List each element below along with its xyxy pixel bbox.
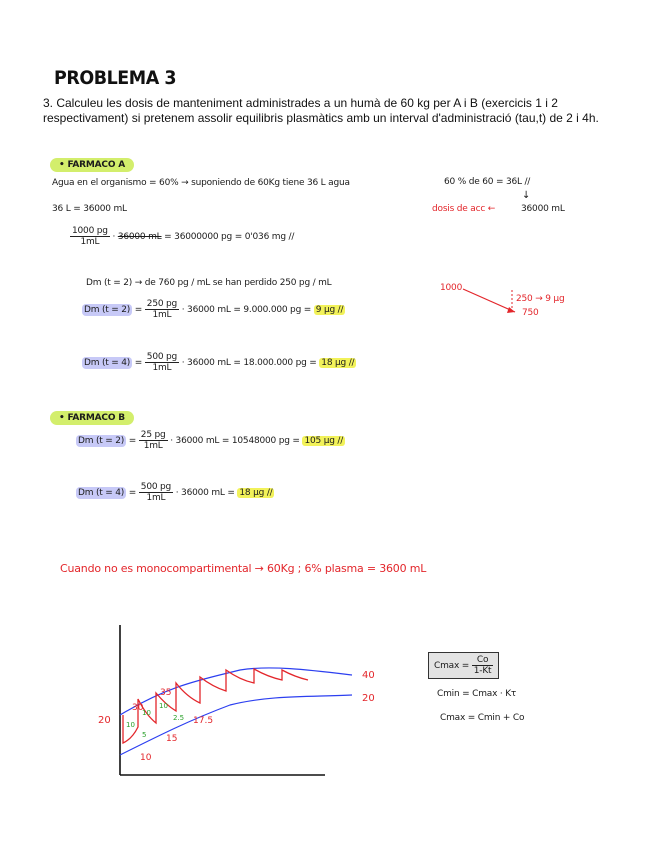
b-dm2-result: 105 µg //: [304, 436, 344, 446]
label-green-3: 5: [142, 731, 147, 739]
farmaco-b-dm2: [76, 430, 345, 451]
ml-line: 36 L = 36000 mL: [52, 204, 127, 214]
dm4-num: 500 pg: [146, 352, 178, 362]
conv-result: = 36000000 pg = 0'036 mg //: [164, 232, 295, 242]
cmax-formula-box: [428, 652, 499, 679]
b-dm4-den: 1mL: [146, 493, 166, 503]
upper-envelope: [120, 668, 352, 715]
dm4-eq: =: [134, 358, 143, 368]
label-red-10: 10: [140, 753, 152, 763]
farmaco-b-dm4: [76, 482, 274, 503]
b-dm2-eq: =: [128, 436, 137, 446]
label-green-4: 10: [159, 702, 168, 710]
page-title: PROBLEMA 3: [54, 67, 177, 89]
label-red-30: 30: [132, 703, 144, 713]
conv-dot: ·: [112, 232, 116, 242]
b-dm4-result: 18 µg //: [239, 488, 273, 498]
lower-envelope: [120, 695, 352, 755]
dm2-eq: =: [134, 305, 143, 315]
cmax-sum-formula: Cmax = Cmin + Co: [440, 713, 525, 723]
calc-60-line: 60 % de 60 = 36L //: [444, 177, 531, 187]
dosis-value: 36000 mL: [521, 204, 565, 214]
label-red-15: 15: [166, 734, 178, 744]
red-note: Cuando no es monocompartimental → 60Kg ; 6% plasma = 3600 mL: [60, 562, 427, 575]
dm2-num: 250 pg: [146, 299, 178, 309]
farmaco-b-heading: [50, 405, 134, 424]
dm2-rest: · 36000 mL = 9.000.000 pg =: [181, 305, 312, 315]
label-red-35: 35: [160, 688, 172, 698]
dm2-result: 9 µg //: [315, 305, 344, 315]
farmaco-a-dm2: [82, 299, 345, 320]
label-green-2: 10: [142, 709, 151, 717]
arrow-down-icon: ↓: [522, 190, 531, 201]
accumulation-graph: [90, 615, 390, 785]
dm4-result: 18 µg //: [321, 358, 355, 368]
conversion-line: [70, 226, 294, 247]
red-sketch-arrows: [430, 280, 580, 325]
sawtooth-curve: [123, 669, 308, 743]
label-green-1: 10: [126, 721, 135, 729]
label-red-17-5: 17.5: [193, 716, 214, 726]
label-right-40: 40: [362, 670, 375, 681]
conv-num: 1000 pg: [72, 226, 108, 236]
cmax-label: Cmax =: [434, 661, 470, 671]
b-dm2-rest: · 36000 mL = 10548000 pg =: [170, 436, 300, 446]
b-dm4-num: 500 pg: [140, 482, 172, 492]
cmin-formula: Cmin = Cmax · Kτ: [437, 689, 517, 699]
b-dm4-eq: =: [128, 488, 137, 498]
dm4-rest: · 36000 mL = 18.000.000 pg =: [181, 358, 317, 368]
conv-num2: 36000 mL: [117, 232, 162, 242]
agua-line: Agua en el organismo = 60% → suponiendo de 60Kg tiene 36 L agua: [52, 178, 350, 188]
dm4-den: 1mL: [152, 363, 172, 373]
red-1000: 1000: [440, 283, 463, 293]
red-750: 750: [522, 308, 539, 318]
problem-statement: 3. Calculeu les dosis de manteniment administrades a un humà de 60 kg per A i B (exercicis 1 i 2 respectivament) si pretenem assolir equilibris plasmàtics amb un interval d'administració (tau,t) de 2 i 4h.: [43, 96, 599, 125]
farmaco-a-heading: [50, 152, 134, 171]
dm2-den: 1mL: [152, 310, 172, 320]
dm2-label: Dm (t = 2): [84, 305, 131, 315]
b-dm2-label: Dm (t = 2): [78, 436, 125, 446]
farmaco-b-label: • FARMACO B: [50, 411, 134, 425]
b-dm4-label: Dm (t = 4): [78, 488, 125, 498]
dosis-red-label: dosis de acc ←: [432, 204, 496, 214]
cmax-den: 1-Kt: [473, 666, 492, 676]
red-250: 250 → 9 µg: [516, 294, 565, 304]
label-right-20: 20: [362, 693, 375, 704]
b-dm4-rest: · 36000 mL =: [175, 488, 235, 498]
conv-den: 1mL: [80, 237, 100, 247]
cmax-num: Co: [472, 655, 494, 666]
b-dm2-num: 25 pg: [140, 430, 166, 440]
dm4-label: Dm (t = 4): [84, 358, 131, 368]
label-green-5: 2.5: [173, 714, 185, 722]
b-dm2-den: 1mL: [143, 441, 163, 451]
farmaco-a-dm4: [82, 352, 356, 373]
label-left-20: 20: [98, 715, 111, 726]
farmaco-a-label: • FARMACO A: [50, 158, 134, 172]
note-line: Dm (t = 2) → de 760 pg / mL se han perdido 250 pg / mL: [86, 278, 332, 288]
